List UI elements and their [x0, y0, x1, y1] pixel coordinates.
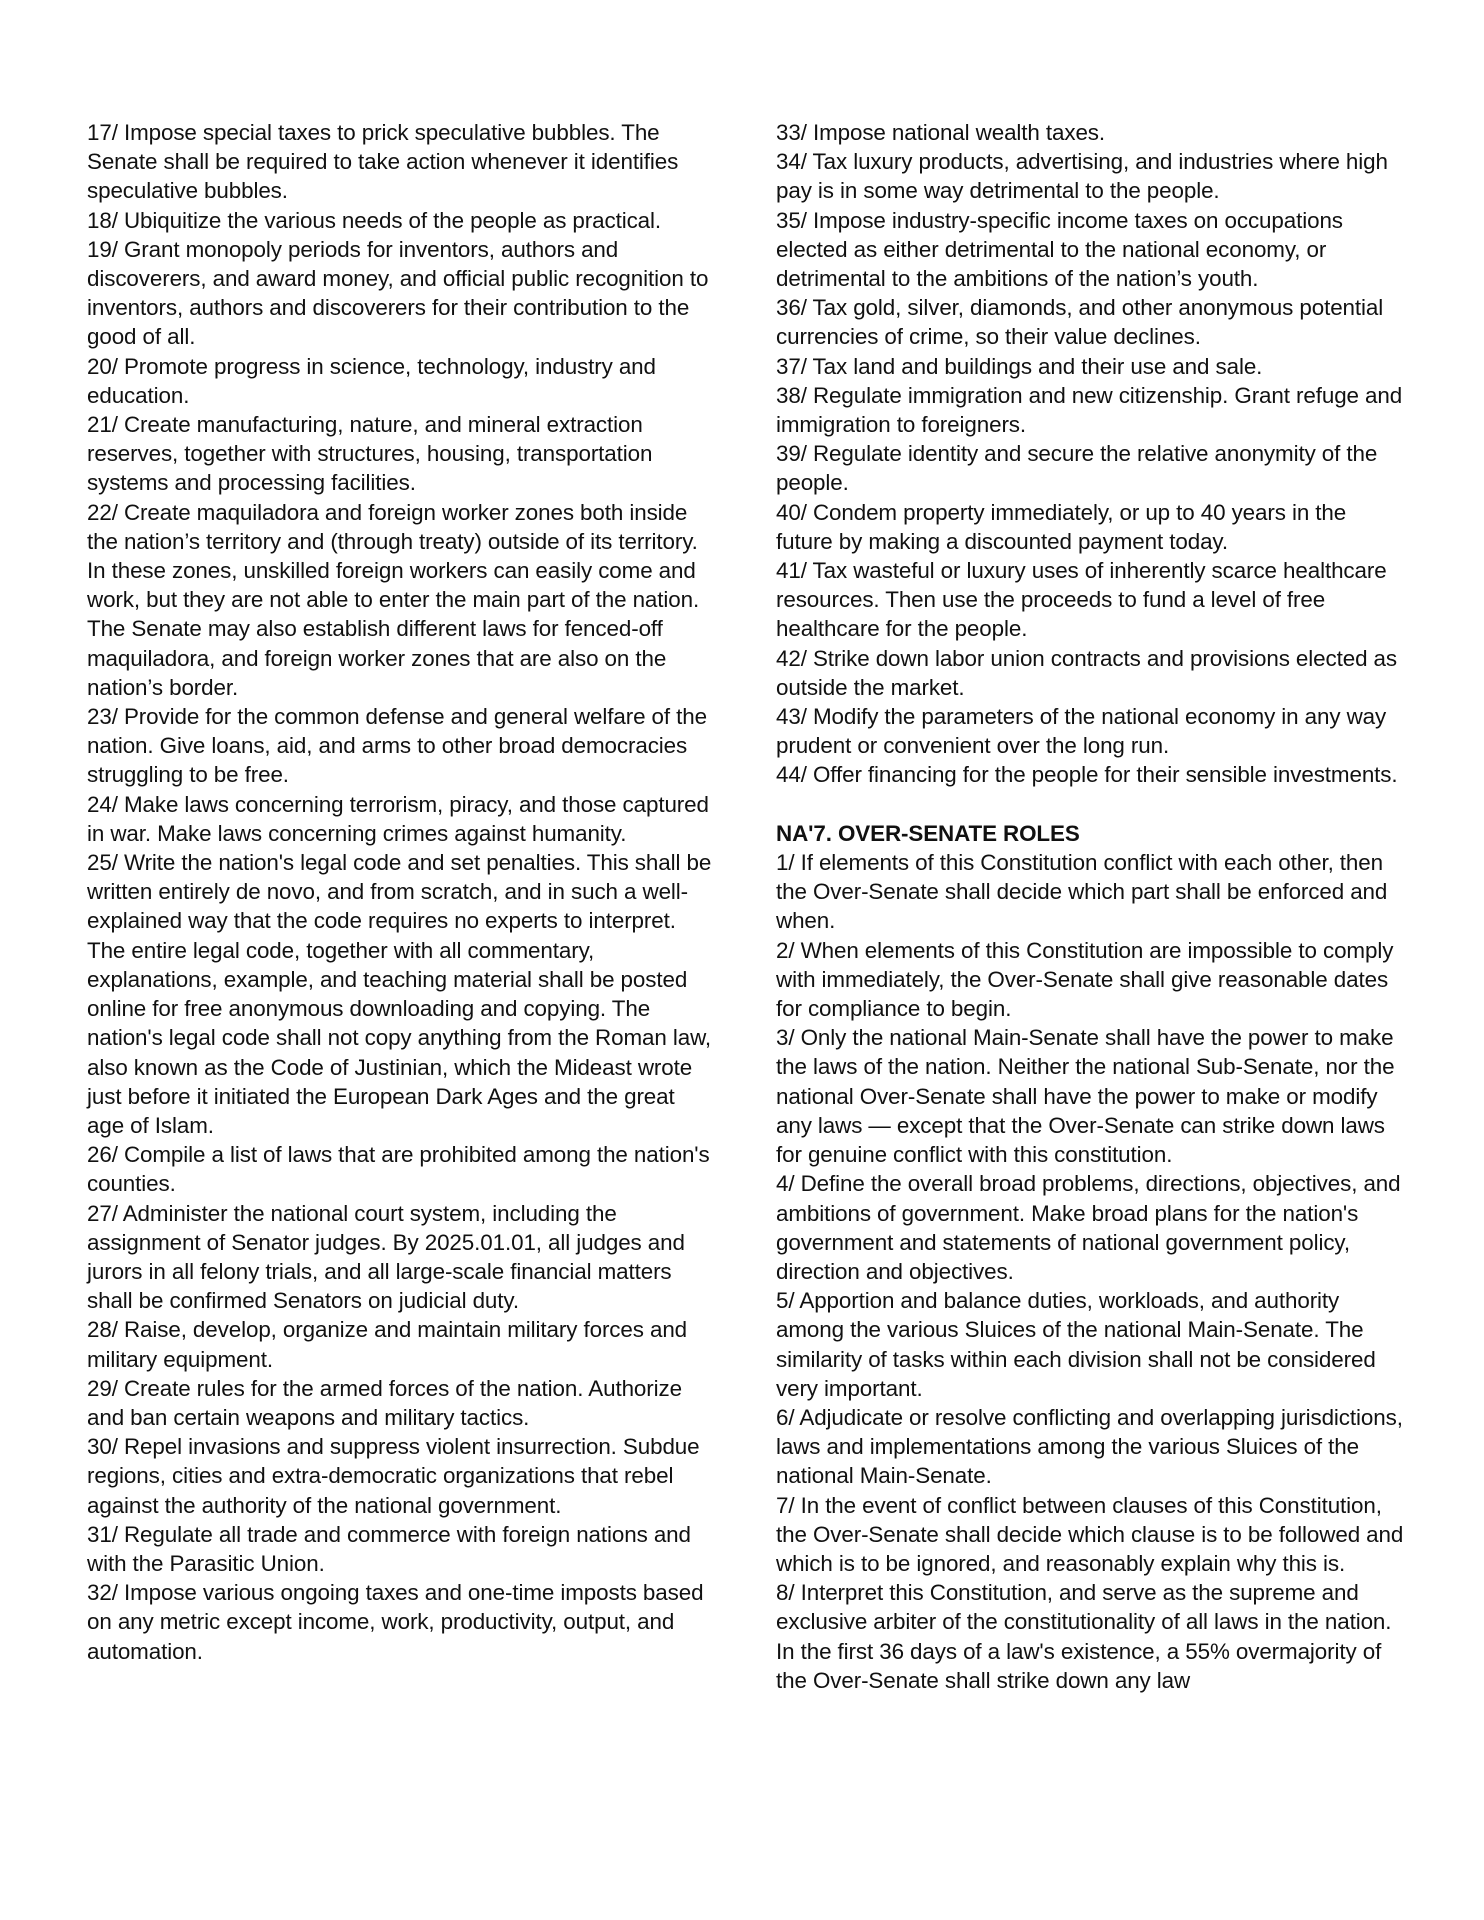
clause-43: 43/ Modify the parameters of the national economy in any way prudent or convenient over the long run.: [776, 704, 1387, 759]
clause-21: 21/ Create manufacturing, nature, and mineral extraction reserves, together with structures, housing, transportation systems and processing facilities.: [87, 412, 653, 496]
left-column: [87, 118, 712, 1666]
clause-38: 38/ Regulate immigration and new citizenship. Grant refuge and immigration to foreigners.: [776, 382, 1403, 438]
clause-30: 30/ Repel invasions and suppress violent insurrection. Subdue regions, cities and extra-democratic organizations that rebel against the authority of the national government.: [87, 1434, 700, 1518]
clause-33: 33/ Impose national wealth taxes.: [776, 120, 1106, 145]
clause-20: 20/ Promote progress in science, technology, industry and education.: [87, 353, 656, 408]
clause-39: 39/ Regulate identity and secure the relative anonymity of the people.: [776, 441, 1378, 496]
clause-36: 36/ Tax gold, silver, diamonds, and other anonymous potential currencies of crime, so their value declines.: [776, 295, 1384, 350]
role-3: 3/ Only the national Main-Senate shall have the power to make the laws of the nation. Neither the national Sub-Senate, nor the national Over-Senate shall have the power to make or modify any laws — except that the Over-Senate can strike down laws for genuine conflict with this constitution.: [776, 1025, 1395, 1168]
role-2: 2/ When elements of this Constitution are impossible to comply with immediately, the Over-Senate shall give reasonable dates for compliance to begin.: [776, 937, 1394, 1022]
clause-22: 22/ Create maquiladora and foreign worker zones both inside the nation’s territory and (through treaty) outside of its territory. In these zones, unskilled foreign workers can easily come and work, but they are not able to enter the main part of the nation. The Senate may also establish different laws for fenced-off maquiladora, and foreign worker zones that are also on the nation’s border.: [87, 499, 700, 700]
role-1: 1/ If elements of this Constitution conflict with each other, then the Over-Senate shall decide which part shall be enforced and when.: [776, 850, 1388, 934]
section-heading: NA'7. OVER-SENATE ROLES: [776, 820, 1080, 846]
clause-28: 28/ Raise, develop, organize and maintain military forces and military equipment.: [87, 1317, 688, 1372]
clause-34: 34/ Tax luxury products, advertising, and industries where high pay is in some way detrimental to the people.: [776, 149, 1388, 204]
clause-42: 42/ Strike down labor union contracts and provisions elected as outside the market.: [776, 645, 1397, 700]
role-4: 4/ Define the overall broad problems, directions, objectives, and ambitions of government. Make broad plans for the nation's government and statements of national government policy, direction and objectives.: [776, 1171, 1401, 1284]
clause-17: 17/ Impose special taxes to prick speculative bubbles. The Senate shall be required to take action whenever it identifies speculative bubbles.: [87, 120, 679, 204]
clause-31: 31/ Regulate all trade and commerce with foreign nations and with the Parasitic Union.: [87, 1521, 691, 1576]
role-6: 6/ Adjudicate or resolve conflicting and overlapping jurisdictions, laws and implementations among the various Sluices of the national Main-Senate.: [776, 1404, 1403, 1489]
clause-35: 35/ Impose industry-specific income taxes on occupations elected as either detrimental to the national economy, or detrimental to the ambitions of the nation’s youth.: [776, 207, 1343, 292]
clause-44: 44/ Offer financing for the people for their sensible investments.: [776, 762, 1398, 788]
clause-27: 27/ Administer the national court system, including the assignment of Senator judges. By 2025.01.01, all judges and jurors in all felony trials, and all large-scale financial matters shall be confirmed Senators on judicial duty.: [87, 1200, 685, 1314]
role-7: 7/ In the event of conflict between clauses of this Constitution, the Over-Senate shall decide which clause is to be followed and which is to be ignored, and reasonably explain why this is.: [776, 1492, 1404, 1576]
clause-19: 19/ Grant monopoly periods for inventors, authors and discoverers, and award money, and official public recognition to inventors, authors and discoverers for their contribution to the good of all.: [87, 236, 709, 350]
clause-23: 23/ Provide for the common defense and general welfare of the nation. Give loans, aid, and arms to other broad democracies struggling to be free.: [87, 704, 707, 788]
role-8: 8/ Interpret this Constitution, and serve as the supreme and exclusive arbiter of the constitutionality of all laws in the nation. In the first 36 days of a law's existence, a 55% overmajority of the Over-Senate shall strike down any law: [776, 1580, 1392, 1693]
clause-41: 41/ Tax wasteful or luxury uses of inherently scarce healthcare resources. Then use the proceeds to fund a level of free healthcare for the people.: [776, 558, 1387, 642]
clause-29: 29/ Create rules for the armed forces of the nation. Authorize and ban certain weapons and military tactics.: [87, 1375, 682, 1430]
clause-25: 25/ Write the nation's legal code and set penalties. This shall be written entirely de novo, and from scratch, and in such a well-explained way that the code requires no experts to interpret. The entire legal code, together with all commentary, explanations, example, and teaching material shall be posted online for free anonymous downloading and copying. The nation's legal code shall not copy anything from the Roman law, also known as the Code of Justinian, which the Mideast wrote just before it initiated the European Dark Ages and the great age of Islam.: [87, 850, 712, 1138]
clause-37: 37/ Tax land and buildings and their use and sale.: [776, 353, 1263, 379]
right-column: [776, 118, 1406, 1695]
clause-24: 24/ Make laws concerning terrorism, piracy, and those captured in war. Make laws concerning crimes against humanity.: [87, 791, 709, 846]
clause-32: 32/ Impose various ongoing taxes and one-time imposts based on any metric except income, work, productivity, output, and automation.: [87, 1580, 704, 1664]
clause-26: 26/ Compile a list of laws that are prohibited among the nation's counties.: [87, 1142, 710, 1197]
clause-18: 18/ Ubiquitize the various needs of the people as practical.: [87, 207, 662, 233]
clause-40: 40/ Condem property immediately, or up to 40 years in the future by making a discounted payment today.: [776, 499, 1347, 554]
role-5: 5/ Apportion and balance duties, workloads, and authority among the various Sluices of the national Main-Senate. The similarity of tasks within each division shall not be considered very important.: [776, 1288, 1376, 1401]
section-spacer: [776, 790, 1406, 819]
